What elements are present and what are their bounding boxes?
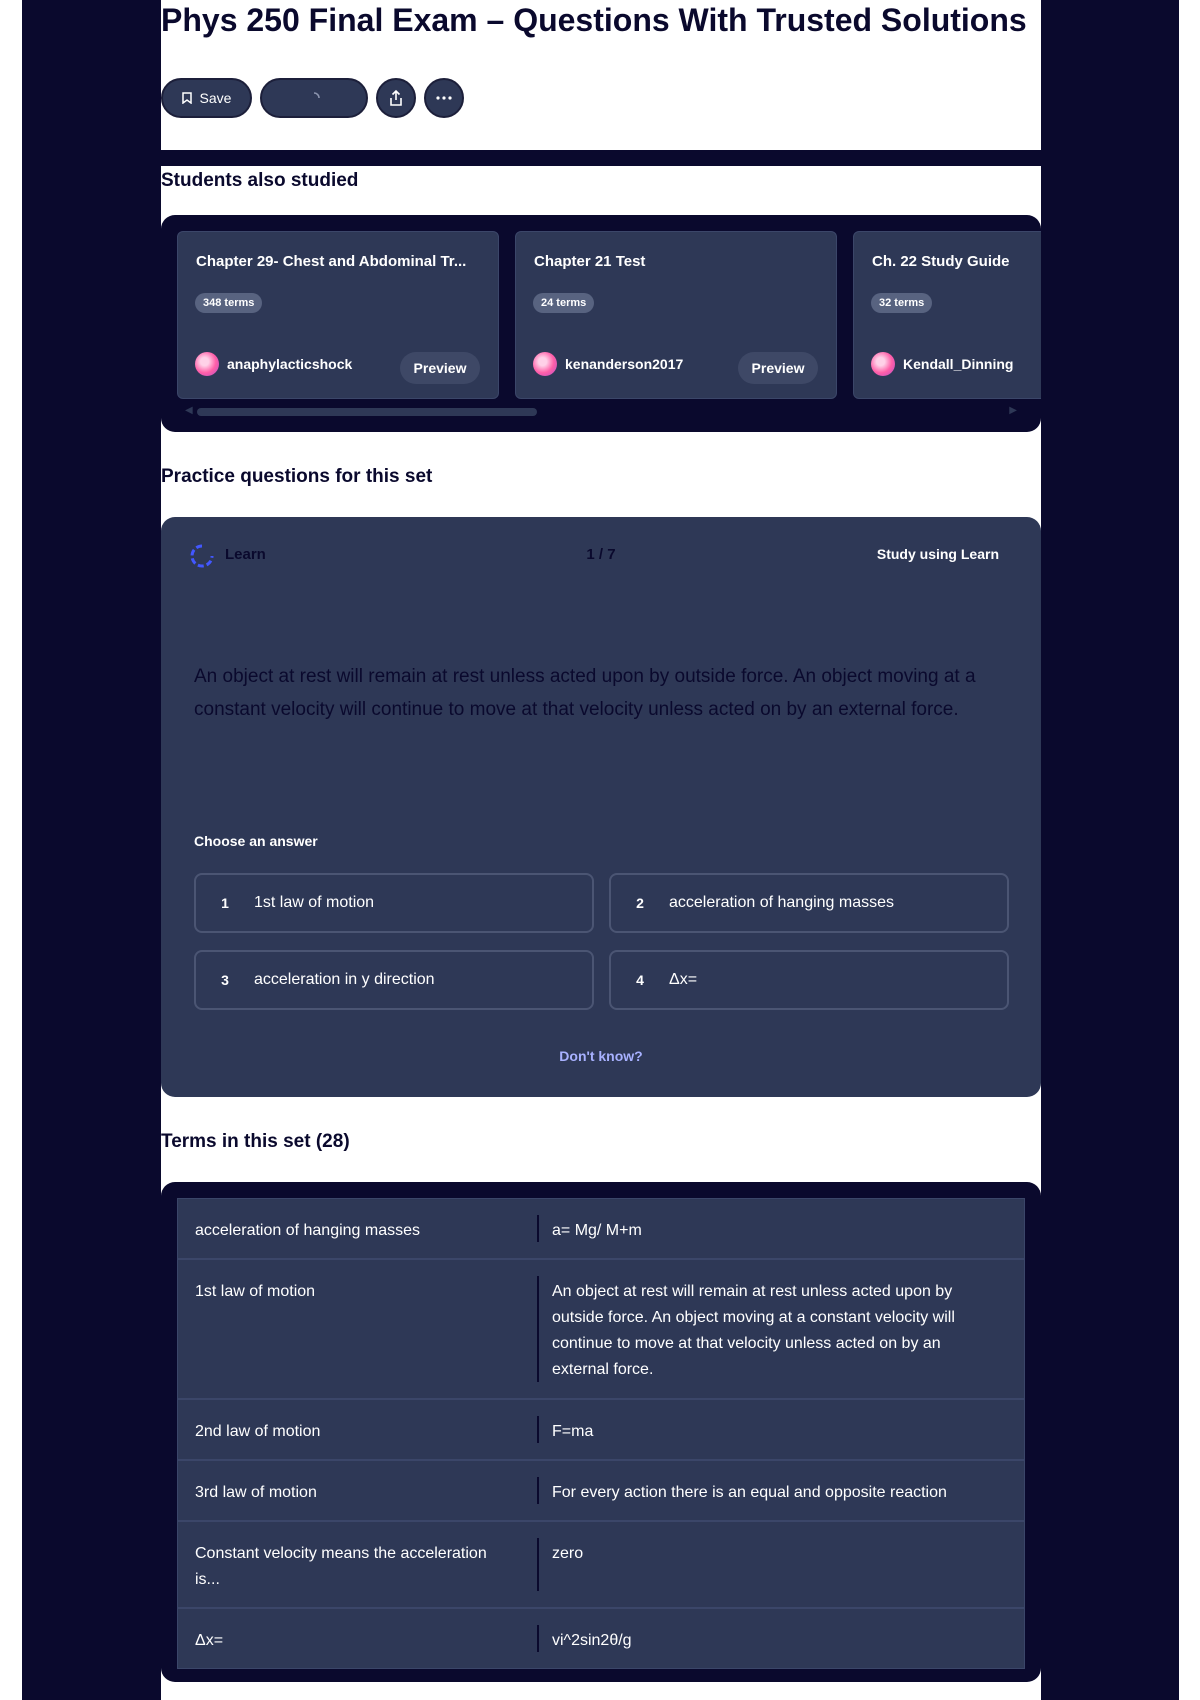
terms-badge: 24 terms [533,293,594,313]
answer-option[interactable] [609,950,1009,1010]
table-row [177,1608,1025,1669]
study-using-learn-link[interactable]: Study using Learn [876,546,999,562]
page-title: Phys 250 Final Exam – Questions With Trusted Solutions [161,2,1027,38]
question-text: An object at rest will remain at rest unless acted upon by outside force. An object moving at a constant velocity will continue to move at that velocity unless acted on by an external force. [194,666,976,720]
also-studied-carousel [161,215,1041,432]
share-icon [387,89,405,107]
divider [537,1276,539,1382]
learn-mode-label: Learn [225,546,266,563]
terms-heading: Terms in this set (28) [161,1131,350,1152]
preview-button[interactable]: Preview [738,352,818,384]
avatar [533,352,557,376]
answer-option[interactable] [194,873,594,933]
scroll-right-icon[interactable]: ▶ [1009,405,1017,416]
also-studied-heading: Students also studied [161,170,359,191]
question-progress: 1 / 7 [586,546,616,563]
card-title: Chapter 21 Test [534,253,646,270]
spinner-icon [307,91,321,105]
term-word: acceleration of hanging masses [195,1222,421,1239]
save-button[interactable] [161,78,252,118]
choose-answer-label: Choose an answer [194,833,318,849]
carousel-scrollbar[interactable] [185,405,1017,416]
study-set-card[interactable] [853,231,1041,399]
author-name: anaphylacticshock [227,356,353,372]
table-row [177,1259,1025,1399]
term-word: Δx= [195,1632,224,1649]
card-title: Ch. 22 Study Guide [872,253,1010,270]
divider [537,1416,539,1443]
practice-card [161,517,1041,1097]
answer-number: 4 [636,972,644,988]
dont-know-link[interactable]: Don't know? [559,1048,643,1064]
share-button[interactable] [376,78,416,118]
more-icon [435,95,453,101]
answer-text: acceleration of hanging masses [669,894,895,911]
card-author[interactable] [195,352,352,376]
term-word: Constant velocity means the acceleration is... [195,1545,487,1588]
term-definition: F=ma [552,1423,594,1440]
header-panel [161,0,1041,150]
main-column [161,0,1041,1700]
divider [537,1215,539,1242]
action-bar [161,78,464,118]
avatar [195,352,219,376]
term-word: 2nd law of motion [195,1423,321,1440]
term-word: 3rd law of motion [195,1484,317,1501]
divider [537,1477,539,1504]
term-definition: a= Mg/ M+m [552,1222,642,1239]
divider [537,1538,539,1591]
study-set-card[interactable] [515,231,837,399]
save-label: Save [199,90,232,106]
answer-number: 1 [221,895,229,911]
scroll-left-icon[interactable]: ◀ [185,405,193,416]
answer-number: 2 [636,895,644,911]
table-row [177,1460,1025,1521]
more-options-button[interactable] [424,78,464,118]
avatar [871,352,895,376]
term-definition: vi^2sin2θ/g [552,1632,632,1649]
table-row [177,1198,1025,1259]
answer-text: acceleration in y direction [254,971,435,988]
term-definition: zero [552,1545,584,1562]
author-name: Kendall_Dinning [903,356,1014,372]
table-row [177,1399,1025,1460]
author-name: kenanderson2017 [565,356,684,372]
divider [537,1625,539,1652]
answer-option[interactable] [609,873,1009,933]
terms-badge: 32 terms [871,293,932,313]
table-row [177,1521,1025,1608]
term-word: 1st law of motion [195,1283,316,1300]
terms-table [161,1182,1041,1682]
term-definition: For every action there is an equal and opposite reaction [552,1484,947,1501]
answer-text: Δx= [669,971,698,988]
bookmark-icon [182,92,192,104]
answer-option[interactable] [194,950,594,1010]
card-author[interactable] [533,352,683,376]
loading-button[interactable] [260,78,368,118]
study-set-card[interactable] [177,231,499,399]
term-definition: An object at rest will remain at rest unless acted upon by outside force. An object moving at a constant velocity will continue to move at that velocity unless acted on by an external force. [552,1283,955,1378]
card-author[interactable] [871,352,1013,376]
answer-number: 3 [221,972,229,988]
preview-button[interactable]: Preview [400,352,480,384]
terms-badge: 348 terms [195,293,262,313]
card-title: Chapter 29- Chest and Abdominal Tr... [196,253,467,270]
scroll-thumb[interactable] [197,408,537,416]
practice-heading: Practice questions for this set [161,466,433,487]
answer-text: 1st law of motion [254,894,375,911]
